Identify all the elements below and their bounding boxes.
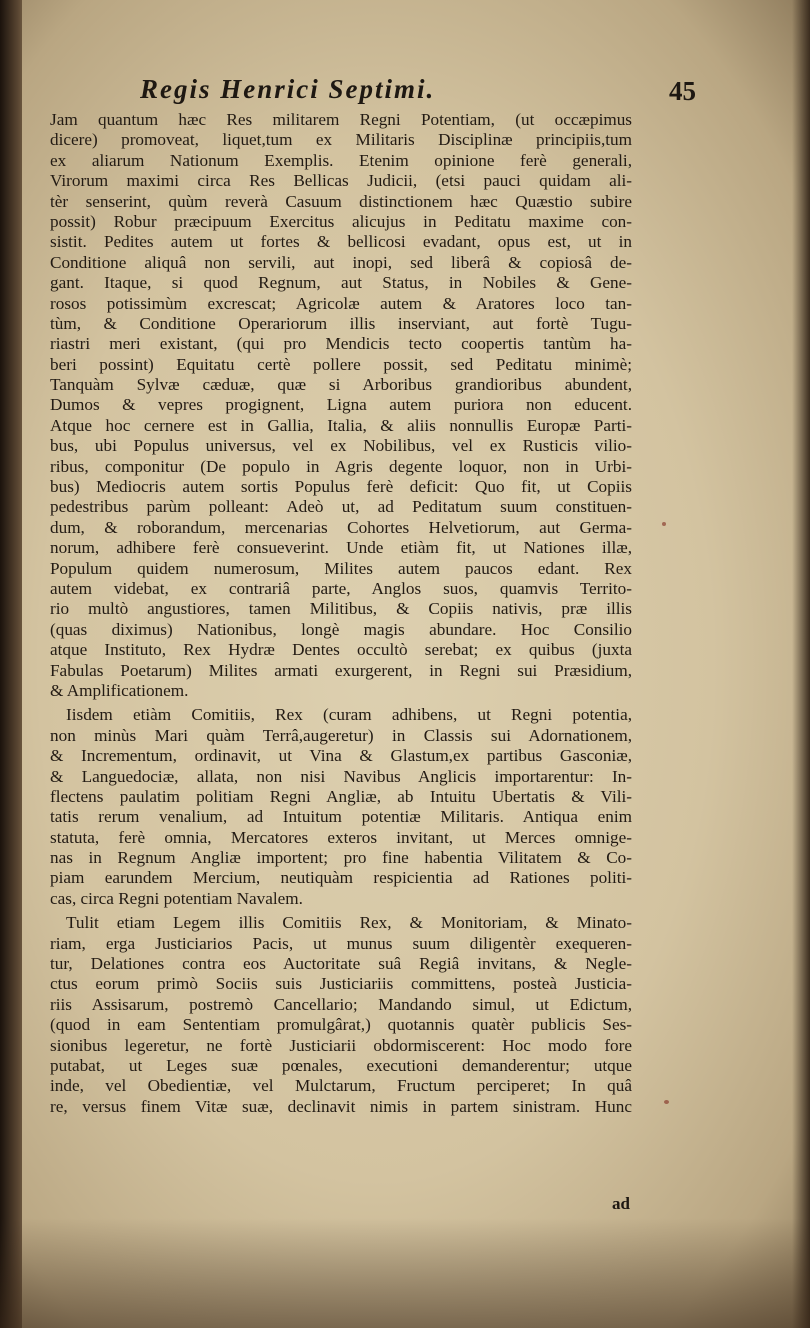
text-line: cas, circa Regni potentiam Navalem. [50,888,303,908]
body-text [50,110,632,1117]
running-header [140,74,700,114]
text-line: nas in Regnum Angliæ importent; pro fine habentia Vilitatem & Co- [50,848,632,868]
text-line: Populum quidem numerosum, Milites autem paucos edant. Rex [50,558,632,578]
text-line: bus) Mediocris autem sortis Populus ferè deficit: Quo fit, ut Copiis [50,477,632,497]
text-line: tùm, & Conditione Operariorum illis inserviant, aut fortè Tugu- [50,313,632,333]
text-line: sistit. Pedites autem ut fortes & bellicosi evadant, opus est, ut in [50,232,632,252]
text-line: autem videbat, ex contrariâ parte, Anglos suos, quamvis Territo- [50,578,632,598]
text-line: Jam quantum hæc Res militarem Regni Potentiam, (ut occæpimus [50,110,632,129]
text-line: Iisdem etiàm Comitiis, Rex (curam adhibens, ut Regni potentia, [66,705,632,725]
text-line: Tulit etiam Legem illis Comitiis Rex, & Monitoriam, & Minato- [66,913,632,933]
right-page-edge [792,0,810,1328]
text-line: dicere) promoveat, liquet,tum ex Militaris Disciplinæ principiis,tum [50,130,632,150]
text-line: rio multò angustiores, tamen Militibus, & Copiis nativis, præ illis [50,599,632,619]
text-line: ribus, componitur (De populo in Agris degente loquor, non in Urbi- [50,456,632,476]
text-line: Dumos & vepres progignent, Ligna autem puriora non educent. [50,395,632,415]
text-line: tèr senserint, quùm reverà Casuum distinctionem hæc Quæstio subire [50,191,632,211]
text-line: putabat, ut Leges suæ pœnales, executioni demanderentur; utque [50,1055,632,1075]
text-line: (quod in eam Sententiam promulgârat,) quotannis quatèr publicis Ses- [50,1015,632,1035]
text-line: non minùs Mari quàm Terrâ,augeretur) in Classis sui Adornationem, [50,725,632,745]
text-line: inde, vel Obedientiæ, vel Mulctarum, Fructum perciperet; In quâ [50,1076,632,1096]
text-line: Virorum maximi circa Res Bellicas Judicii, (etsi pauci quidam ali- [50,171,632,191]
text-line: & Incrementum, ordinavit, ut Vina & Glastum,ex partibus Gasconiæ, [50,746,632,766]
text-line: pedestribus parùm polleant: Adeò ut, ad Peditatum suum constituen- [50,497,632,517]
text-line: bus, ubi Populus universus, vel ex Nobilibus, vel ex Rusticis vilio- [50,436,632,456]
text-line: sionibus legeretur, ne fortè Justiciarii obdormiscerent: Hoc modo fore [50,1035,632,1055]
running-title: Regis Henrici Septimi. [140,74,436,104]
text-line: rosos potissimùm excrescat; Agricolæ autem & Aratores loco tan- [50,293,632,313]
text-line: statuta, ferè omnia, Mercatores exteros invitant, ut Merces omnige- [50,827,632,847]
text-line: ctus eorum primò Sociis suis Justiciariis committens, posteà Justicia- [50,974,632,994]
text-line: riis Assisarum, postremò Cancellario; Mandando simul, ut Edictum, [50,994,632,1014]
text-line: dum, & roborandum, mercenarias Cohortes Helvetiorum, aut Germa- [50,517,632,537]
text-line: tur, Delationes contra eos Auctoritate suâ Regiâ invitans, & Negle- [50,954,632,974]
text-line: Atque hoc cernere est in Gallia, Italia, & aliis nonnullis Europæ Parti- [50,415,632,435]
text-line: re, versus finem Vitæ suæ, declinavit nimis in partem sinistram. Hunc [50,1096,632,1116]
ink-blot [664,1100,669,1104]
text-line: piam earundem Mercium, neutiquàm respicientia ad Rationes politi- [50,868,632,888]
page-number: 45 [669,76,696,106]
text-line: & Languedociæ, allata, non nisi Navibus Anglicis importarentur: In- [50,766,632,786]
text-line: beri possint) Equitatu certè pollere possit, sed Peditatu minimè; [50,354,632,374]
text-line: possit) Robur præcipuum Exercitus alicujus in Peditatu maxime con- [50,211,632,231]
ink-blot [662,522,666,526]
text-line: flectens paulatim politiam Regni Angliæ, ab Intuitu Ubertatis & Vili- [50,786,632,806]
text-line: Tanquàm Sylvæ cæduæ, quæ si Arboribus grandioribus abundent, [50,375,632,395]
catchword: ad [612,1194,630,1213]
text-line: riastri meri existant, (qui pro Mendicis tecto coopertis tantùm ha- [50,334,632,354]
text-line: (quas diximus) Nationibus, longè magis abundare. Hoc Consilio [50,619,632,639]
text-line: norum, adhibere ferè consueverint. Unde etiàm fit, ut Nationes illæ, [50,538,632,558]
bottom-shadow [0,1218,810,1328]
text-line: gant. Itaque, si quod Regnum, aut Status, in Nobiles & Gene- [50,273,632,293]
text-line: riam, erga Justiciarios Pacis, ut munus suum diligentèr exequeren- [50,933,632,953]
text-line: atque Instituto, Rex Hydræ Dentes occultò serebat; ex quibus (juxta [50,640,632,660]
text-line: & Amplificationem. [50,680,189,700]
text-line: Conditione aliquâ non servili, aut inopi, sed liberâ & copiosâ de- [50,252,632,272]
text-line: ex aliarum Nationum Exemplis. Etenim opinione ferè generali, [50,150,632,170]
text-line: Fabulas Poetarum) Milites armati exurgerent, in Regni sui Præsidium, [50,660,632,680]
text-line: tatis rerum venalium, ad Intuitum potentiæ Militaris. Antiqua enim [50,807,632,827]
